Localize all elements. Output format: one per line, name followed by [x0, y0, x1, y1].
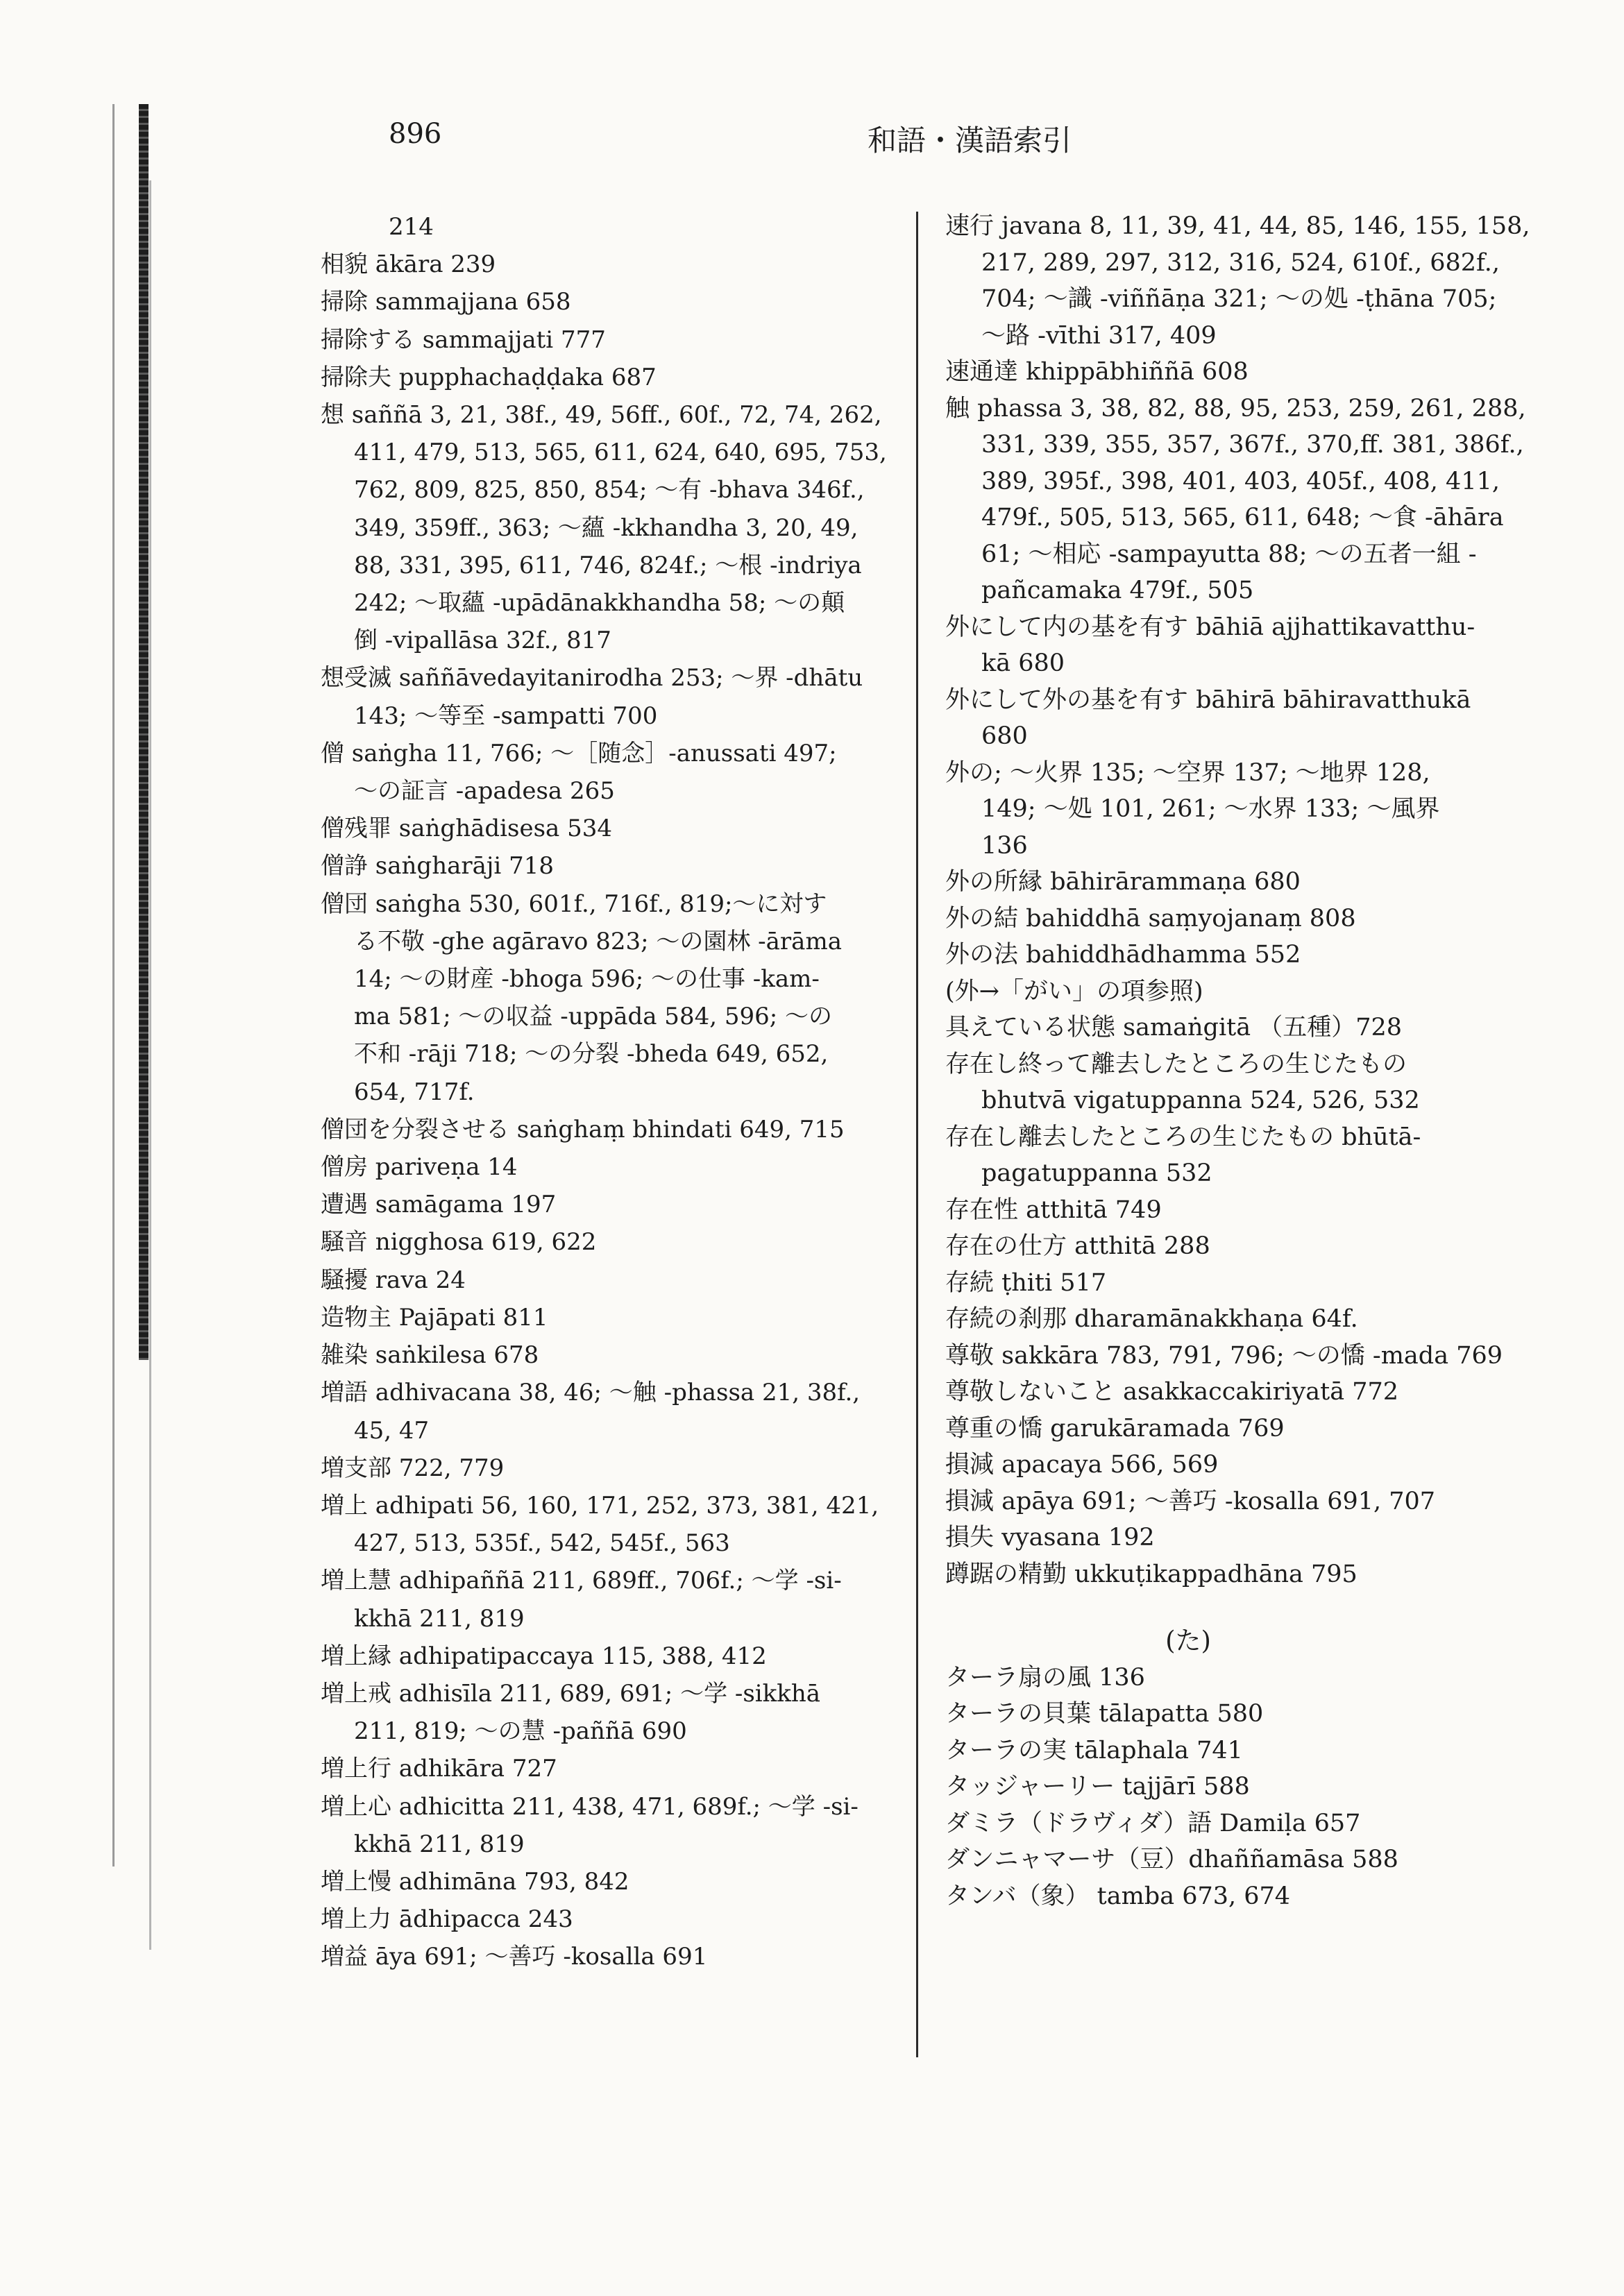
index-entry — [321, 735, 917, 810]
binding-edge-line — [149, 180, 151, 1950]
index-entry-line: 349, 359ff., 363; 〜蘊 -kkhandha 3, 20, 49, — [354, 513, 858, 542]
index-entry-line: 蹲踞の精勤 ukkuṭikappadhāna 795 — [945, 1560, 1357, 1588]
index-entry-line: る不敬 -ghe agāravo 823; 〜の園林 -ārāma — [354, 927, 842, 955]
index-entry-line: 増上行 adhikāra 727 — [321, 1755, 557, 1783]
section-heading: (た) — [1165, 1626, 1211, 1656]
index-entry — [321, 810, 917, 847]
index-entry-line: 存在の仕方 atthitā 288 — [945, 1232, 1210, 1260]
index-entry-line: 外の結 bahiddhā saṃyojanaṃ 808 — [945, 904, 1356, 933]
index-entry-line: 143; 〜等至 -sampatti 700 — [354, 701, 658, 730]
index-entry-line: 損減 apāya 691; 〜善巧 -kosalla 691, 707 — [945, 1487, 1436, 1515]
index-entry — [945, 1411, 1556, 1447]
index-entry-line: 〜路 -vīthi 317, 409 — [981, 321, 1217, 350]
index-entry-line: 遭遇 samāgama 197 — [321, 1191, 557, 1219]
index-entry-line: bhutvā vigatuppanna 524, 526, 532 — [981, 1087, 1420, 1114]
index-entry-line: 〜の証言 -apadesa 265 — [354, 777, 615, 806]
index-entry-line: 外の法 bahiddhādhamma 552 — [945, 941, 1301, 969]
index-entry-line: 僧 saṅgha 11, 766; 〜［随念］-anussati 497; — [321, 739, 837, 767]
index-entry-line: 外の; 〜火界 135; 〜空界 137; 〜地界 128, — [945, 758, 1430, 787]
index-entry-line: kkhā 211, 819 — [354, 1604, 525, 1633]
index-entry — [321, 1261, 917, 1299]
index-entry-line: 増支部 722, 779 — [321, 1454, 505, 1482]
index-entry-line: 389, 395f., 398, 401, 403, 405f., 408, 411, — [981, 467, 1500, 495]
index-entry — [321, 321, 917, 359]
index-entry-line: タンバ（象） tamba 673, 674 — [945, 1882, 1291, 1910]
index-entry-line: 掃除する sammajjati 777 — [321, 325, 606, 354]
column-divider — [916, 212, 918, 2057]
index-entry-line: 造物主 Pajāpati 811 — [321, 1303, 548, 1332]
index-entry-line: 214 — [389, 213, 434, 241]
index-entry-line: 479f., 505, 513, 565, 611, 648; 〜食 -āhāra — [981, 504, 1504, 532]
index-entry-line: kā 680 — [981, 649, 1065, 677]
index-entry-line: ターラの貝葉 tālapatta 580 — [945, 1700, 1264, 1728]
index-entry-line: 217, 289, 297, 312, 316, 524, 610f., 682f., — [981, 248, 1500, 277]
index-entry-line: 762, 809, 825, 850, 854; 〜有 -bhava 346f., — [354, 476, 865, 504]
index-entry — [321, 396, 917, 659]
index-entry-line: 僧残罪 saṅghādisesa 534 — [321, 815, 612, 843]
index-entry — [945, 609, 1556, 682]
index-entry-line: 331, 339, 355, 357, 367f., 370,ff. 381, 386f., — [981, 431, 1524, 459]
index-entry — [945, 755, 1556, 865]
index-entry-line: 149; 〜処 101, 261; 〜水界 133; 〜風界 — [981, 795, 1440, 823]
index-entry-line: 僧団を分裂させる saṅghaṃ bhindati 649, 715 — [321, 1115, 845, 1143]
index-entry-line: 外にして外の基を有す bāhirā bāhiravatthukā — [945, 686, 1471, 714]
index-entry — [945, 1805, 1556, 1842]
index-entry — [321, 246, 917, 283]
index-entry-line: 騒擾 rava 24 — [321, 1266, 466, 1294]
index-entry-line: ダミラ（ドラヴィダ）語 Damiḷa 657 — [945, 1809, 1361, 1837]
index-entry — [945, 1010, 1556, 1046]
index-entry — [945, 937, 1556, 973]
index-entry-line: ダンニャマーサ（豆）dhaññamāsa 588 — [945, 1846, 1398, 1873]
index-entry-line: 存続の刹那 dharamānakkhaṇa 64f. — [945, 1305, 1358, 1333]
index-entry-line: ターラ扇の風 136 — [945, 1663, 1145, 1692]
index-entry — [321, 1148, 917, 1186]
index-entry-line: 存続 ṭhiti 517 — [945, 1268, 1107, 1297]
index-entry-line: 具えている状態 samaṅgitā （五種）728 — [945, 1014, 1403, 1041]
index-entry — [945, 1046, 1556, 1119]
index-entry-line: 増上慢 adhimāna 793, 842 — [321, 1867, 629, 1896]
index-entry — [945, 1301, 1556, 1338]
index-entry-line: 211, 819; 〜の慧 -paññā 690 — [354, 1717, 687, 1746]
index-entry — [321, 208, 917, 246]
index-entry — [321, 1374, 917, 1449]
running-title: 和語・漢語索引 — [868, 124, 1072, 158]
index-entry-line: 掃除夫 pupphachaḍḍaka 687 — [321, 363, 657, 391]
index-entry — [321, 1111, 917, 1148]
index-entry-line: 654, 717f. — [354, 1078, 475, 1106]
index-entry-line: 242; 〜取蘊 -upādānakkhandha 58; 〜の顛 — [354, 589, 845, 618]
index-entry-line: 倒 -vipallāsa 32f., 817 — [354, 627, 611, 655]
index-entry — [945, 901, 1556, 937]
section-spacer — [945, 1592, 1556, 1623]
index-entry-line: 存在し終って離去したところの生じたもの — [945, 1050, 1407, 1078]
index-entry-line: 61; 〜相応 -sampayutta 88; 〜の五者一組 - — [981, 540, 1477, 568]
index-entry — [945, 1447, 1556, 1483]
index-entry-line: 存在し離去したところの生じたもの bhūtā- — [945, 1123, 1421, 1151]
index-entry — [321, 1900, 917, 1938]
index-entry-line: 増上力 ādhipacca 243 — [321, 1905, 573, 1934]
index-entry-line: 704; 〜識 -viññāṇa 321; 〜の処 -ṭhāna 705; — [981, 285, 1497, 313]
index-entry-line: 増語 adhivacana 38, 46; 〜触 -phassa 21, 38f., — [321, 1379, 861, 1407]
binding-edge-shadow — [139, 104, 149, 1360]
index-entry-line: 増上縁 adhipatipaccaya 115, 388, 412 — [321, 1642, 767, 1670]
index-entry-line: 想受滅 saññāvedayitanirodha 253; 〜界 -dhātu — [321, 664, 863, 692]
index-entry — [321, 1223, 917, 1261]
index-entry — [945, 1338, 1556, 1375]
index-entry — [321, 847, 917, 885]
index-entry — [945, 1483, 1556, 1520]
index-entry-line: 88, 331, 395, 611, 746, 824f.; 〜根 -indriya — [354, 551, 862, 579]
index-entry-line: pagatuppanna 532 — [981, 1159, 1212, 1187]
index-entry-line: 尊敬しないこと asakkaccakiriyatā 772 — [945, 1378, 1399, 1406]
index-entry-line: 411, 479, 513, 565, 611, 624, 640, 695, 753, — [354, 439, 887, 467]
index-entry-line: 僧諍 saṅgharāji 718 — [321, 852, 554, 881]
index-entry-line: ターラの実 tālaphala 741 — [945, 1736, 1243, 1764]
index-entry — [945, 1878, 1556, 1915]
index-entry-line: 45, 47 — [354, 1416, 430, 1445]
index-entry-line: 存在性 atthitā 749 — [945, 1196, 1162, 1224]
index-entry — [945, 391, 1556, 609]
index-entry-line: 増上戒 adhisīla 211, 689, 691; 〜学 -sikkhā — [321, 1679, 821, 1708]
index-entry — [321, 1750, 917, 1787]
page-number: 896 — [389, 118, 442, 150]
index-entry — [945, 208, 1556, 354]
index-entry-line: 掃除 sammajjana 658 — [321, 288, 571, 316]
index-entry — [321, 1336, 917, 1374]
index-entry-line: kkhā 211, 819 — [354, 1830, 525, 1858]
index-entry — [945, 1192, 1556, 1229]
index-entry-line: 136 — [981, 831, 1028, 860]
index-entry — [945, 1228, 1556, 1265]
index-entry-line: 外の所縁 bāhirārammaṇa 680 — [945, 868, 1301, 896]
index-entry — [321, 1638, 917, 1675]
index-entry-line: 速行 javana 8, 11, 39, 41, 44, 85, 146, 155, 158, — [945, 212, 1530, 240]
index-entry-line: 増上慧 adhipaññā 211, 689ff., 706f.; 〜学 -si- — [321, 1567, 842, 1595]
index-entry — [945, 1660, 1556, 1697]
index-entry-line: 増上 adhipati 56, 160, 171, 252, 373, 381, 421, — [321, 1491, 879, 1520]
index-entry — [945, 1769, 1556, 1805]
index-entry — [321, 1938, 917, 1975]
index-entry — [321, 1788, 917, 1863]
index-entry — [945, 1696, 1556, 1733]
index-entry-line: 尊敬 sakkāra 783, 791, 796; 〜の憍 -mada 769 — [945, 1341, 1503, 1370]
index-entry — [321, 1449, 917, 1487]
index-entry — [945, 354, 1556, 391]
index-entry-line: 680 — [981, 722, 1028, 750]
index-column-left — [321, 208, 917, 1976]
index-entry — [321, 1675, 917, 1750]
index-entry — [321, 359, 917, 396]
index-entry-line: (外→「がい」の項参照) — [945, 977, 1203, 1005]
index-entry-line: 騒音 nigghosa 619, 622 — [321, 1228, 597, 1257]
index-entry — [321, 1487, 917, 1562]
index-entry — [945, 864, 1556, 901]
index-entry — [945, 1119, 1556, 1192]
index-entry — [945, 1733, 1556, 1769]
index-entry-line: 尊重の憍 garukāramada 769 — [945, 1414, 1285, 1443]
index-entry-line: 相貌 ākāra 239 — [321, 250, 496, 279]
index-entry-line: 不和 -rāji 718; 〜の分裂 -bheda 649, 652, — [354, 1040, 829, 1069]
index-entry — [321, 1562, 917, 1637]
index-entry-line: 427, 513, 535f., 542, 545f., 563 — [354, 1529, 730, 1558]
index-entry — [321, 885, 917, 1111]
index-column-right — [945, 208, 1556, 1914]
index-entry-line: 外にして内の基を有す bāhiā ajjhattikavatthu- — [945, 613, 1475, 641]
index-entry-line: 速通達 khippābhiññā 608 — [945, 358, 1249, 386]
index-entry-line: 雑染 saṅkilesa 678 — [321, 1341, 539, 1370]
index-entry — [945, 1842, 1556, 1878]
index-entry-line: 増益 āya 691; 〜善巧 -kosalla 691 — [321, 1943, 708, 1971]
index-entry-line: 僧団 saṅgha 530, 601f., 716f., 819;〜に対す — [321, 890, 827, 918]
index-entry — [945, 1556, 1556, 1593]
index-entry — [321, 1186, 917, 1223]
index-entry-line: ma 581; 〜の収益 -uppāda 584, 596; 〜の — [354, 1003, 832, 1031]
index-entry-line: pañcamaka 479f., 505 — [981, 577, 1254, 604]
index-entry — [321, 659, 917, 734]
index-entry-line: 想 saññā 3, 21, 38f., 49, 56ff., 60f., 72, 74, 262, — [321, 401, 882, 430]
index-entry-line: 損失 vyasana 192 — [945, 1524, 1155, 1551]
index-entry-line: タッジャーリー tajjārī 588 — [945, 1773, 1250, 1801]
index-entry — [945, 682, 1556, 755]
index-entry — [321, 1299, 917, 1336]
binding-edge-line — [112, 104, 115, 1866]
page-header — [0, 118, 1624, 173]
index-entry — [321, 1863, 917, 1900]
index-entry — [945, 1520, 1556, 1556]
index-entry-line: 僧房 pariveṇa 14 — [321, 1153, 518, 1182]
index-entry — [321, 283, 917, 321]
index-entry — [945, 1265, 1556, 1302]
index-entry-line: 増上心 adhicitta 211, 438, 471, 689f.; 〜学 -si- — [321, 1792, 858, 1821]
index-entry — [945, 973, 1556, 1010]
index-entry-line: 14; 〜の財産 -bhoga 596; 〜の仕事 -kam- — [354, 965, 820, 994]
index-entry-line: 触 phassa 3, 38, 82, 88, 95, 253, 259, 261, 288, — [945, 394, 1526, 423]
index-entry — [945, 1374, 1556, 1411]
index-entry-line: 損減 apacaya 566, 569 — [945, 1451, 1219, 1479]
